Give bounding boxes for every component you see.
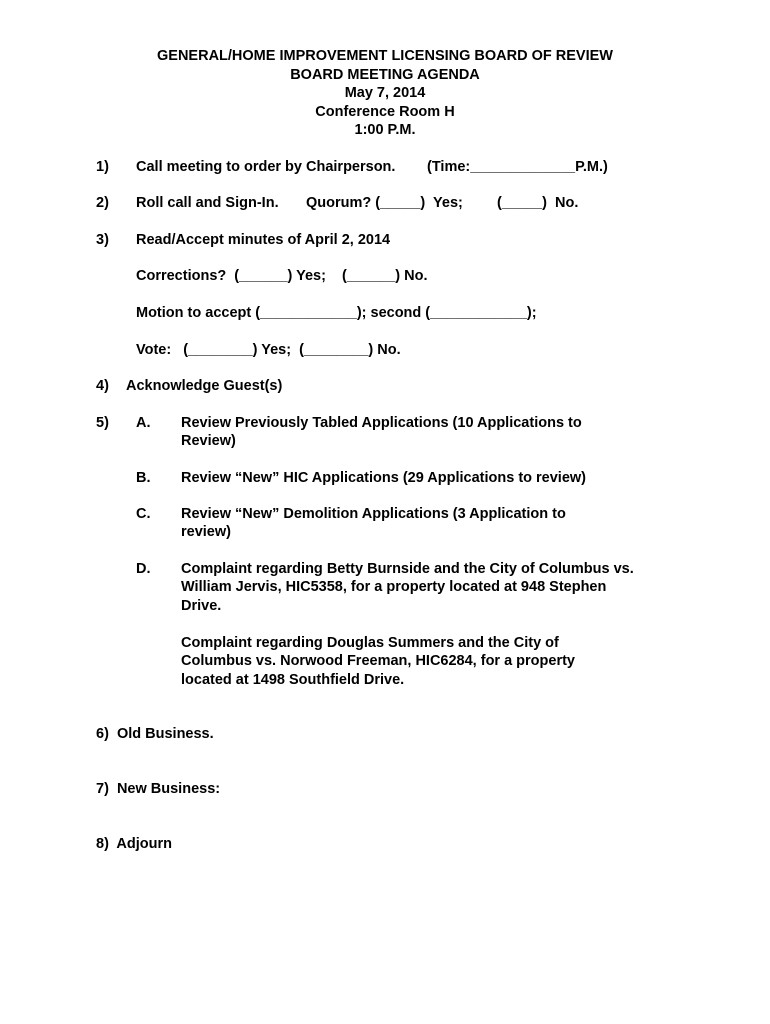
item-3-motion: Motion to accept (____________); second (____________); — [136, 305, 537, 321]
item-5c-label: C. — [136, 506, 151, 522]
meeting-date: May 7, 2014 — [344, 85, 426, 101]
item-2-quorum-no: (_____) No. — [497, 195, 579, 211]
item-1-number: 1) — [96, 159, 109, 175]
board-title: GENERAL/HOME IMPROVEMENT LICENSING BOARD OF REVIEW — [157, 48, 613, 64]
meeting-location: Conference Room H — [315, 103, 455, 120]
item-5d-label: D. — [136, 561, 151, 577]
item-4-text: Acknowledge Guest(s) — [126, 378, 283, 394]
item-5a-text: Review Previously Tabled Applications (10 Applications to Review) — [181, 415, 582, 450]
item-1-time-field: (Time:_____________P.M.) — [427, 159, 608, 175]
item-3-corrections: Corrections? (______) Yes; (______) No. — [136, 268, 428, 284]
meeting-time: 1:00 P.M. — [354, 122, 416, 138]
item-3-number: 3) — [96, 232, 109, 248]
item-2-quorum-yes: Quorum? (_____) Yes; — [306, 195, 463, 211]
item-1-text: Call meeting to order by Chairperson. — [136, 159, 396, 175]
item-5d-complaint-2: Complaint regarding Douglas Summers and the City of Columbus vs. Norwood Freeman, HIC6284, for a property located at 1498 Southfield Drive. — [181, 635, 575, 688]
item-8-adjourn: 8) Adjourn — [96, 836, 172, 852]
item-5c-text: Review “New” Demolition Applications (3 Application to review) — [181, 506, 566, 541]
agenda-title: BOARD MEETING AGENDA — [290, 66, 480, 83]
item-4-number: 4) — [96, 378, 109, 394]
item-5d-complaint-1: Complaint regarding Betty Burnside and the City of Columbus vs. William Jervis, HIC5358, for a property located at 948 Stephen Drive. — [181, 561, 634, 614]
item-3-vote: Vote: (________) Yes; (________) No. — [136, 342, 401, 358]
item-5a-label: A. — [136, 415, 151, 431]
item-5b-text: Review “New” HIC Applications (29 Applications to review) — [181, 470, 587, 486]
agenda-header — [0, 47, 770, 140]
item-6-old-business: 6) Old Business. — [96, 726, 214, 742]
item-5b-label: B. — [136, 470, 151, 486]
item-7-new-business: 7) New Business: — [96, 781, 221, 797]
item-2-text: Roll call and Sign-In. — [136, 195, 279, 211]
item-2-number: 2) — [96, 195, 109, 211]
item-3-text: Read/Accept minutes of April 2, 2014 — [136, 232, 391, 248]
item-5-number: 5) — [96, 415, 109, 431]
